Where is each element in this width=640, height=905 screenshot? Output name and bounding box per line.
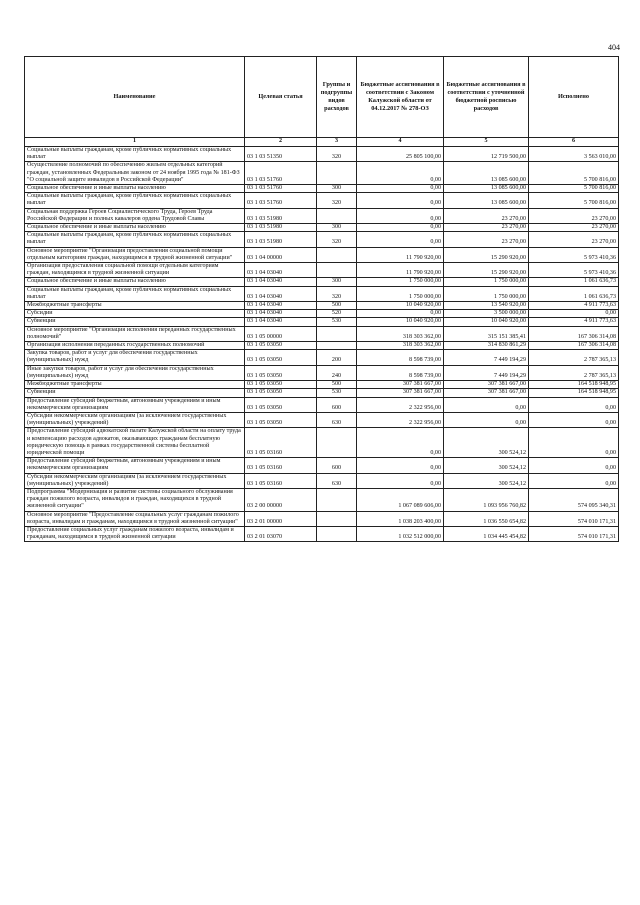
row-target-code: 03 1 05 03050 [245, 397, 317, 412]
row-target-code: 03 1 05 03050 [245, 350, 317, 365]
row-expense-group [317, 162, 357, 185]
row-law-amount: 11 790 920,00 [357, 263, 444, 278]
row-target-code: 03 1 03 51980 [245, 224, 317, 232]
table-row [25, 365, 619, 380]
row-executed-amount: 0,00 [529, 412, 619, 427]
header-name: Наименование [25, 57, 245, 138]
row-expense-group [317, 342, 357, 350]
row-target-code: 03 1 05 00000 [245, 326, 317, 341]
row-executed-amount: 3 563 010,00 [529, 147, 619, 162]
row-executed-amount: 574 095 340,31 [529, 488, 619, 511]
row-expense-group: 500 [317, 381, 357, 389]
row-name: Социальные выплаты гражданам, кроме публичных нормативных социальных выплат [25, 232, 245, 247]
row-law-amount: 1 038 203 400,00 [357, 511, 444, 526]
row-law-amount: 0,00 [357, 193, 444, 208]
table-row [25, 278, 619, 286]
row-law-amount: 25 805 100,00 [357, 147, 444, 162]
row-executed-amount: 5 700 816,00 [529, 185, 619, 193]
row-law-amount: 0,00 [357, 428, 444, 458]
table-row [25, 428, 619, 458]
row-name: Межбюджетные трансферты [25, 381, 245, 389]
row-executed-amount: 5 700 816,00 [529, 162, 619, 185]
table-row [25, 342, 619, 350]
row-adjusted-amount: 1 750 000,00 [444, 286, 529, 301]
row-law-amount: 8 598 739,00 [357, 365, 444, 380]
row-expense-group: 520 [317, 310, 357, 318]
row-name: Основное мероприятие "Предоставление социальных услуг гражданам пожилого возраста, инвалидам и гражданам, находящимся в трудной жизненной ситуации" [25, 511, 245, 526]
table-row [25, 389, 619, 397]
row-name: Социальные выплаты гражданам, кроме публичных нормативных социальных выплат [25, 286, 245, 301]
row-law-amount: 0,00 [357, 232, 444, 247]
row-target-code: 03 1 03 51760 [245, 185, 317, 193]
row-target-code: 03 1 05 03050 [245, 381, 317, 389]
row-law-amount: 1 750 000,00 [357, 278, 444, 286]
row-expense-group [317, 511, 357, 526]
table-row [25, 526, 619, 541]
table-row [25, 458, 619, 473]
row-adjusted-amount: 1 093 956 760,82 [444, 488, 529, 511]
row-adjusted-amount: 13 085 600,00 [444, 185, 529, 193]
row-adjusted-amount: 13 085 600,00 [444, 162, 529, 185]
row-executed-amount: 167 306 314,08 [529, 342, 619, 350]
row-name: Предоставление социальных услуг гражданам пожилого возраста, инвалидам и гражданам, находящимся в трудной жизненной ситуации [25, 526, 245, 541]
row-adjusted-amount: 1 750 000,00 [444, 278, 529, 286]
row-expense-group: 600 [317, 458, 357, 473]
row-name: Социальное обеспечение и иные выплаты населению [25, 278, 245, 286]
row-law-amount: 11 790 920,00 [357, 247, 444, 262]
row-law-amount: 0,00 [357, 310, 444, 318]
row-executed-amount: 5 973 410,36 [529, 247, 619, 262]
table-row [25, 326, 619, 341]
row-adjusted-amount: 315 151 385,41 [444, 326, 529, 341]
row-target-code: 03 1 04 03040 [245, 263, 317, 278]
row-law-amount: 8 598 739,00 [357, 350, 444, 365]
row-target-code: 03 1 05 03160 [245, 473, 317, 488]
row-name: Субвенции [25, 318, 245, 326]
row-target-code: 03 1 05 03050 [245, 389, 317, 397]
table-row [25, 232, 619, 247]
row-adjusted-amount: 3 500 000,00 [444, 310, 529, 318]
column-number: 2 [245, 138, 317, 147]
row-adjusted-amount: 0,00 [444, 397, 529, 412]
row-name: Предоставление субсидий бюджетным, автономным учреждениям и иным некоммерческим организациям [25, 458, 245, 473]
row-adjusted-amount: 0,00 [444, 412, 529, 427]
row-name: Подпрограмма "Модернизация и развитие системы социального обслуживания граждан пожилого возраста, инвалидов и граждан, находящихся в трудной жизненной ситуации" [25, 488, 245, 511]
row-adjusted-amount: 300 524,12 [444, 428, 529, 458]
row-executed-amount: 4 911 773,63 [529, 302, 619, 310]
table-row [25, 302, 619, 310]
row-executed-amount: 23 270,00 [529, 224, 619, 232]
row-adjusted-amount: 23 270,00 [444, 224, 529, 232]
row-expense-group: 500 [317, 302, 357, 310]
row-executed-amount: 0,00 [529, 473, 619, 488]
row-adjusted-amount: 23 270,00 [444, 232, 529, 247]
row-executed-amount: 167 306 314,08 [529, 326, 619, 341]
row-executed-amount: 5 973 410,36 [529, 263, 619, 278]
table-row [25, 247, 619, 262]
row-name: Закупка товаров, работ и услуг для обеспечения государственных (муниципальных) нужд [25, 350, 245, 365]
row-target-code: 03 1 05 03050 [245, 365, 317, 380]
table-row [25, 397, 619, 412]
row-target-code: 03 2 01 00000 [245, 511, 317, 526]
header-row [25, 57, 619, 138]
row-executed-amount: 23 270,00 [529, 232, 619, 247]
row-executed-amount: 164 518 948,95 [529, 389, 619, 397]
table-row [25, 488, 619, 511]
row-expense-group [317, 428, 357, 458]
table-row [25, 310, 619, 318]
row-executed-amount: 574 010 171,31 [529, 511, 619, 526]
row-law-amount: 10 040 920,00 [357, 318, 444, 326]
row-name: Межбюджетные трансферты [25, 302, 245, 310]
row-expense-group: 300 [317, 224, 357, 232]
row-adjusted-amount: 15 290 920,00 [444, 263, 529, 278]
row-expense-group: 530 [317, 389, 357, 397]
table-row [25, 286, 619, 301]
row-name: Социальное обеспечение и иные выплаты населению [25, 224, 245, 232]
row-executed-amount: 0,00 [529, 428, 619, 458]
table-row [25, 412, 619, 427]
table-row [25, 147, 619, 162]
row-target-code: 03 1 04 03040 [245, 318, 317, 326]
row-adjusted-amount: 12 719 500,00 [444, 147, 529, 162]
row-executed-amount: 164 518 948,95 [529, 381, 619, 389]
row-target-code: 03 1 04 03040 [245, 302, 317, 310]
row-adjusted-amount: 307 381 667,00 [444, 389, 529, 397]
row-target-code: 03 1 03 51760 [245, 193, 317, 208]
table-row [25, 193, 619, 208]
table-row [25, 473, 619, 488]
row-law-amount: 1 750 000,00 [357, 286, 444, 301]
row-target-code: 03 1 05 03050 [245, 342, 317, 350]
row-target-code: 03 1 05 03160 [245, 428, 317, 458]
row-expense-group: 320 [317, 286, 357, 301]
row-name: Социальное обеспечение и иные выплаты населению [25, 185, 245, 193]
table-row [25, 381, 619, 389]
row-target-code: 03 1 03 51980 [245, 232, 317, 247]
row-name: Субсидии некоммерческим организациям (за исключением государственных (муниципальных) учреждений) [25, 412, 245, 427]
row-law-amount: 1 032 512 000,00 [357, 526, 444, 541]
row-expense-group: 320 [317, 147, 357, 162]
row-law-amount: 0,00 [357, 208, 444, 223]
table-row [25, 511, 619, 526]
row-name: Предоставление субсидий адвокатской палате Калужской области на оплату труда и компенсацию расходов адвокатов, оказывающих гражданам бесплатную юридическую помощь в рамках государственной системы бесплатной юридической помощи [25, 428, 245, 458]
row-expense-group: 300 [317, 278, 357, 286]
column-number-row [25, 138, 619, 147]
row-adjusted-amount: 10 040 920,00 [444, 318, 529, 326]
row-expense-group [317, 247, 357, 262]
row-law-amount: 2 322 956,00 [357, 412, 444, 427]
row-name: Осуществление полномочий по обеспечению жильем отдельных категорий граждан, установленных Федеральным законом от 24 ноября 1995 года № 181-ФЗ "О социальной защите инвалидов в Российской Федерации" [25, 162, 245, 185]
row-law-amount: 10 040 920,00 [357, 302, 444, 310]
row-name: Основное мероприятие "Организация предоставления социальной помощи отдельным категориям граждан, находящимся в трудной жизненной ситуации" [25, 247, 245, 262]
row-target-code: 03 1 05 03050 [245, 412, 317, 427]
row-law-amount: 0,00 [357, 162, 444, 185]
row-target-code: 03 1 04 03040 [245, 286, 317, 301]
row-expense-group: 530 [317, 318, 357, 326]
column-number: 3 [317, 138, 357, 147]
row-name: Социальная поддержка Героев Социалистического Труда, Героев Труда Российской Федерации и полных кавалеров ордена Трудовой Славы [25, 208, 245, 223]
column-number: 5 [444, 138, 529, 147]
row-name: Субсидии [25, 310, 245, 318]
row-expense-group: 630 [317, 412, 357, 427]
row-executed-amount: 0,00 [529, 310, 619, 318]
column-number: 6 [529, 138, 619, 147]
row-law-amount: 307 381 667,00 [357, 389, 444, 397]
row-adjusted-amount: 13 540 920,00 [444, 302, 529, 310]
header-law-allocations: Бюджетные ассигнования в соответствии с Законом Калужской области от 04.12.2017 № 278-ОЗ [357, 57, 444, 138]
row-expense-group [317, 263, 357, 278]
page-number: 404 [608, 43, 620, 52]
row-law-amount: 318 303 362,00 [357, 342, 444, 350]
row-expense-group: 320 [317, 193, 357, 208]
row-law-amount: 0,00 [357, 224, 444, 232]
row-name: Социальные выплаты гражданам, кроме публичных нормативных социальных выплат [25, 193, 245, 208]
row-adjusted-amount: 7 449 194,29 [444, 350, 529, 365]
row-target-code: 03 1 04 03040 [245, 310, 317, 318]
row-name: Социальные выплаты гражданам, кроме публичных нормативных социальных выплат [25, 147, 245, 162]
row-adjusted-amount: 300 524,12 [444, 473, 529, 488]
row-adjusted-amount: 13 085 600,00 [444, 193, 529, 208]
row-name: Субвенции [25, 389, 245, 397]
row-target-code: 03 1 03 51350 [245, 147, 317, 162]
header-expense-group: Группы и подгруппы видов расходов [317, 57, 357, 138]
table-row [25, 318, 619, 326]
table-row [25, 185, 619, 193]
row-expense-group: 200 [317, 350, 357, 365]
row-adjusted-amount: 307 381 667,00 [444, 381, 529, 389]
row-executed-amount: 1 061 636,73 [529, 278, 619, 286]
budget-table [24, 56, 619, 542]
row-target-code: 03 2 01 03070 [245, 526, 317, 541]
row-adjusted-amount: 300 524,12 [444, 458, 529, 473]
column-number: 1 [25, 138, 245, 147]
row-expense-group: 300 [317, 185, 357, 193]
row-name: Иные закупки товаров, работ и услуг для обеспечения государственных (муниципальных) нужд [25, 365, 245, 380]
row-executed-amount: 2 787 365,13 [529, 350, 619, 365]
row-executed-amount: 5 700 816,00 [529, 193, 619, 208]
row-expense-group: 630 [317, 473, 357, 488]
header-executed: Исполнено [529, 57, 619, 138]
row-expense-group [317, 526, 357, 541]
table-row [25, 350, 619, 365]
row-target-code: 03 1 03 51760 [245, 162, 317, 185]
row-adjusted-amount: 314 830 861,29 [444, 342, 529, 350]
row-target-code: 03 2 00 00000 [245, 488, 317, 511]
row-expense-group: 240 [317, 365, 357, 380]
row-adjusted-amount: 1 034 445 454,82 [444, 526, 529, 541]
table-row [25, 162, 619, 185]
row-executed-amount: 1 061 636,73 [529, 286, 619, 301]
row-executed-amount: 0,00 [529, 397, 619, 412]
row-law-amount: 0,00 [357, 185, 444, 193]
row-target-code: 03 1 04 00000 [245, 247, 317, 262]
row-name: Предоставление субсидий бюджетным, автономным учреждениям и иным некоммерческим организациям [25, 397, 245, 412]
row-law-amount: 1 067 089 606,00 [357, 488, 444, 511]
row-expense-group [317, 488, 357, 511]
row-executed-amount: 0,00 [529, 458, 619, 473]
row-target-code: 03 1 05 03160 [245, 458, 317, 473]
table-row [25, 263, 619, 278]
row-expense-group [317, 326, 357, 341]
row-adjusted-amount: 15 290 920,00 [444, 247, 529, 262]
row-law-amount: 318 303 362,00 [357, 326, 444, 341]
row-adjusted-amount: 1 036 550 654,82 [444, 511, 529, 526]
row-name: Субсидии некоммерческим организациям (за исключением государственных (муниципальных) учреждений) [25, 473, 245, 488]
row-executed-amount: 574 010 171,31 [529, 526, 619, 541]
row-law-amount: 2 322 956,00 [357, 397, 444, 412]
row-adjusted-amount: 23 270,00 [444, 208, 529, 223]
header-target-article: Целевая статья [245, 57, 317, 138]
row-executed-amount: 4 911 773,63 [529, 318, 619, 326]
table-row [25, 224, 619, 232]
row-law-amount: 307 381 667,00 [357, 381, 444, 389]
row-adjusted-amount: 7 449 194,29 [444, 365, 529, 380]
row-name: Организация предоставления социальной помощи отдельным категориям граждан, находящимся в трудной жизненной ситуации [25, 263, 245, 278]
row-law-amount: 0,00 [357, 458, 444, 473]
header-adjusted-allocations: Бюджетные ассигнования в соответствии с уточненной бюджетной росписью расходов [444, 57, 529, 138]
row-target-code: 03 1 03 51980 [245, 208, 317, 223]
row-executed-amount: 23 270,00 [529, 208, 619, 223]
row-law-amount: 0,00 [357, 473, 444, 488]
row-expense-group [317, 208, 357, 223]
table-row [25, 208, 619, 223]
row-target-code: 03 1 04 03040 [245, 278, 317, 286]
row-executed-amount: 2 787 365,13 [529, 365, 619, 380]
row-expense-group: 320 [317, 232, 357, 247]
row-expense-group: 600 [317, 397, 357, 412]
column-number: 4 [357, 138, 444, 147]
row-name: Организация исполнения переданных государственных полномочий [25, 342, 245, 350]
row-name: Основное мероприятие "Организация исполнения переданных государственных полномочий" [25, 326, 245, 341]
